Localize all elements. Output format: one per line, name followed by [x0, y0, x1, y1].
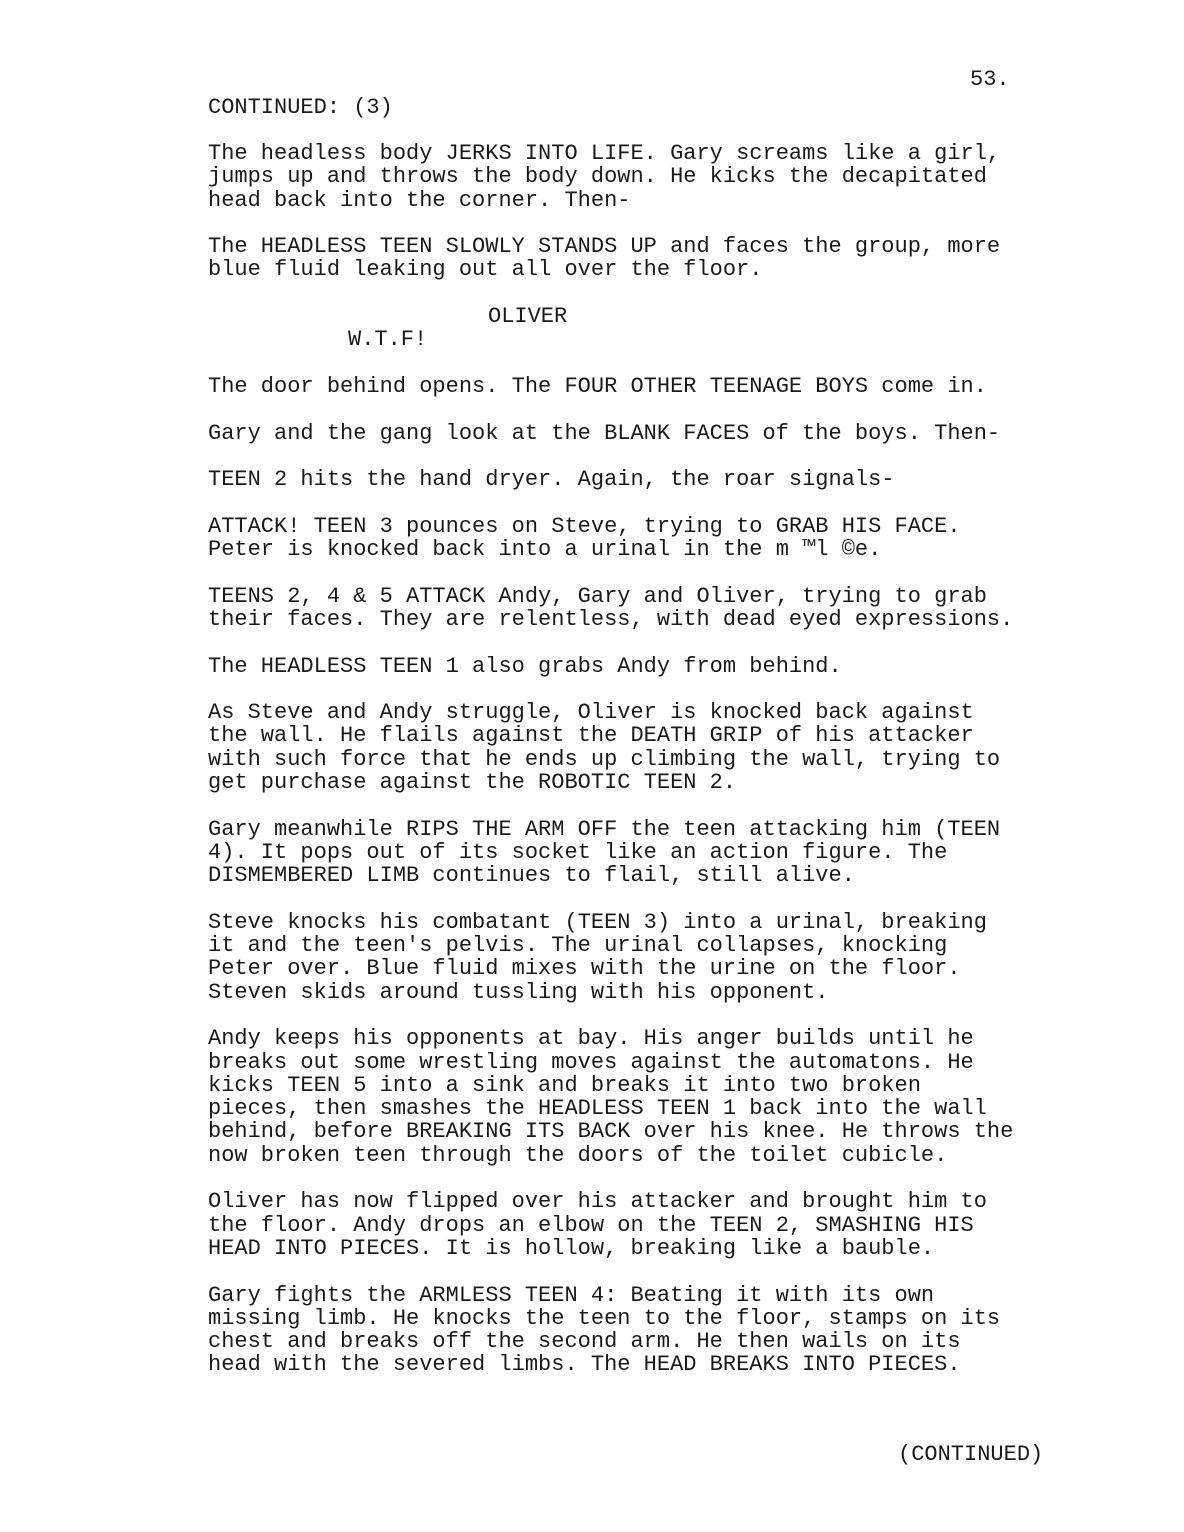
action-paragraph: Gary meanwhile RIPS THE ARM OFF the teen attacking him (TEEN 4). It pops out of its socket like an action figure. The DISMEMBERED LIMB continues to flail, still alive.: [208, 816, 1001, 889]
action-paragraph: The HEADLESS TEEN 1 also grabs Andy from behind.: [208, 653, 842, 679]
script-body: [208, 142, 1068, 1400]
action-paragraph: Gary fights the ARMLESS TEEN 4: Beating it with its own missing limb. He knocks the teen to the floor, stamps on its chest and breaks off the second arm. He then wails on its head with the severed limbs. The HEAD BREAKS INTO PIECES.: [208, 1282, 1001, 1378]
continued-footer: (CONTINUED): [898, 1442, 1044, 1467]
action-paragraph: Gary and the gang look at the BLANK FACES of the boys. Then-: [208, 420, 1001, 446]
action-paragraph: The headless body JERKS INTO LIFE. Gary screams like a girl, jumps up and throws the body down. He kicks the decapitated head back into the corner. Then-: [208, 141, 1001, 213]
action-paragraph: As Steve and Andy struggle, Oliver is knocked back against the wall. He flails against the DEATH GRIP of his attacker with such force that he ends up climbing the wall, trying to get purchase against the ROBOTIC TEEN 2.: [208, 700, 1001, 796]
action-paragraph: The door behind opens. The FOUR OTHER TEENAGE BOYS come in.: [208, 373, 987, 399]
action-paragraph: The HEADLESS TEEN SLOWLY STANDS UP and faces the group, more blue fluid leaking out all over the floor.: [208, 234, 1001, 283]
action-paragraph: TEEN 2 hits the hand dryer. Again, the roar signals-: [208, 467, 895, 493]
action-paragraph: Oliver has now flipped over his attacker and brought him to the floor. Andy drops an elbow on the TEEN 2, SMASHING HIS HEAD INTO PIECES. It is hollow, breaking like a bauble.: [208, 1189, 987, 1261]
action-paragraph: TEENS 2, 4 & 5 ATTACK Andy, Gary and Oliver, trying to grab their faces. They are relentless, with dead eyed expressions.: [208, 583, 1014, 632]
character-name: OLIVER: [488, 304, 568, 330]
dialogue-line: W.T.F!: [348, 327, 428, 353]
action-paragraph: Andy keeps his opponents at bay. His anger builds until he breaks out some wrestling moves against the automatons. He kicks TEEN 5 into a sink and breaks it into two broken pieces, then smashes the HEADLESS TEEN 1 back into the wall behind, before BREAKING ITS BACK over his knee. He throws the now broken teen through the doors of the toilet cubicle.: [208, 1026, 1014, 1168]
continued-header: CONTINUED: (3): [208, 95, 393, 120]
dialogue-block: [208, 305, 1068, 352]
action-paragraph: Steve knocks his combatant (TEEN 3) into a urinal, breaking it and the teen's pelvis. The urinal collapses, knocking Peter over. Blue fluid mixes with the urine on the floor. Steven skids around tussling with his opponent.: [208, 909, 987, 1005]
page-number: 53.: [970, 67, 1010, 92]
action-paragraph: ATTACK! TEEN 3 pounces on Steve, trying to GRAB HIS FACE. Peter is knocked back into a urinal in the m ™l ©e.: [208, 513, 961, 563]
